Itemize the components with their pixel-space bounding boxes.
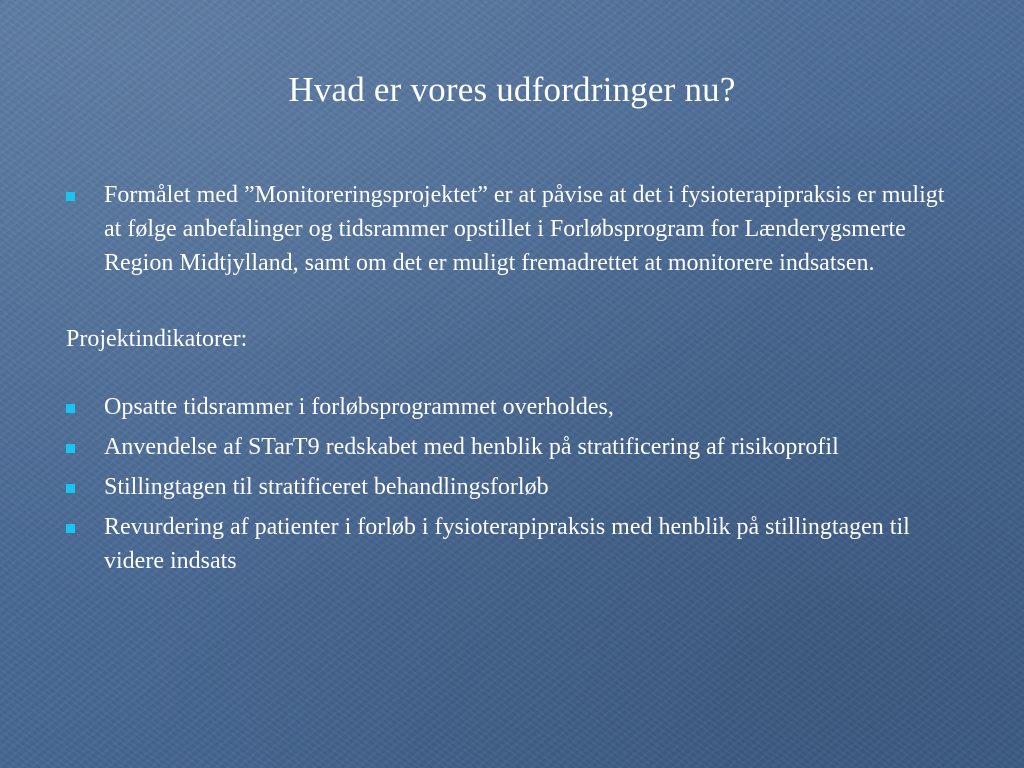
square-bullet-icon: [66, 444, 75, 453]
square-bullet-icon: [66, 484, 75, 493]
list-item-text: Opsatte tidsrammer i forløbsprogrammet overholdes,: [104, 394, 614, 420]
list-item: [66, 510, 966, 578]
square-bullet-icon: [66, 192, 75, 201]
spacer: [66, 356, 966, 390]
list-item-text: Stillingtagen til stratificeret behandlingsforløb: [104, 474, 549, 500]
intro-bullet-text: Formålet med ”Monitoreringsprojektet” er at påvise at det i fysioterapipraksis er muligt at følge anbefalinger og tidsrammer opstillet i Forløbsprogram for Lænderygsmerte Region Midtjylland, samt om det er muligt fremadrettet at monitorere indsatsen.: [104, 182, 945, 276]
list-item: [66, 430, 966, 464]
list-item-text: Revurdering af patienter i forløb i fysioterapipraksis med henblik på stillingtagen til videre indsats: [104, 514, 910, 574]
list-item-text: Anvendelse af STarT9 redskabet med henblik på stratificering af risikoprofil: [104, 434, 839, 460]
square-bullet-icon: [66, 404, 75, 413]
slide-body: [66, 178, 966, 578]
indicator-list: [66, 390, 966, 578]
slide-title: Hvad er vores udfordringer nu?: [288, 70, 736, 109]
list-item: [66, 390, 966, 424]
square-bullet-icon: [66, 524, 75, 533]
intro-bullet: [66, 178, 966, 280]
spacer: [66, 280, 966, 322]
section-label: Projektindikatorer:: [66, 326, 248, 352]
list-item: [66, 470, 966, 504]
